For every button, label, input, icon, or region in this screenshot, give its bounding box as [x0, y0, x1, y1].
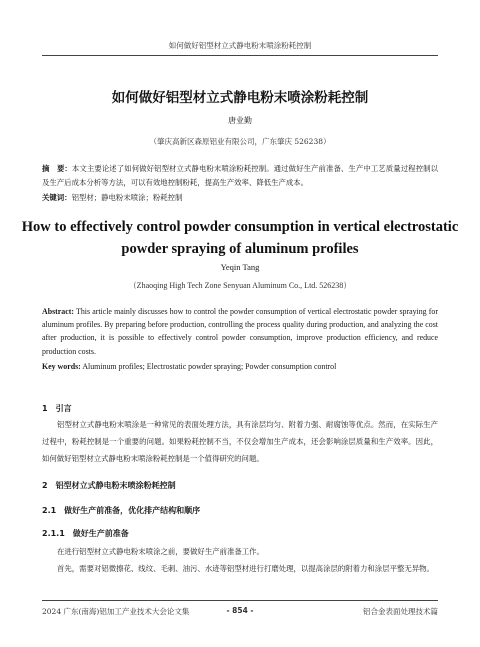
section-2-1-heading: 2.1 做好生产前准备，优化排产结构和顺序	[42, 506, 201, 515]
section-2-1-1-paragraph-1: 在进行铝型材立式静电粉末喷涂之前，要做好生产前准备工作。	[57, 547, 264, 556]
cn-abstract-text: 本文主要论述了如何做好铝型材立式静电粉末喷涂粉耗控制。通过做好生产前准备、生产中工艺质量过程控制以及生产后成本分析等方法，可以有效地控制粉耗，提高生产效率、降低生产成本。	[42, 164, 438, 187]
section-2-1-1-paragraph-2: 首先，需要对铝微擦花、线纹、毛刺、油污、水迹等铝型材进行打磨处理，以提高涂层的附着力和涂层平整无异物。	[57, 564, 434, 573]
cn-keywords	[42, 192, 438, 203]
header-rule	[42, 55, 438, 56]
en-author: Yeqin Tang	[220, 262, 260, 272]
footer-rule	[42, 600, 438, 601]
cn-keywords-label: 关键词：	[42, 193, 72, 202]
en-abstract	[42, 305, 438, 358]
section-2-1-1-heading: 2.1.1 做好生产前准备	[42, 529, 129, 538]
footer-section: 铝合金表面处理技术篇	[363, 607, 438, 616]
section-1-heading: 1 引言	[42, 404, 72, 413]
en-affiliation: （Zhaoqing High Tech Zone Senyuan Aluminum Co., Ltd. 526238）	[128, 281, 352, 290]
en-title: How to effectively control powder consumption in vertical electrostatic powder spraying of aluminum profiles	[21, 219, 459, 257]
footer-proceedings: 2024 广东(南海)铝加工产业技术大会论文集	[42, 607, 190, 616]
cn-affiliation: （肇庆高新区森原铝业有限公司，广东肇庆 526238）	[149, 137, 331, 146]
en-abstract-text: This article mainly discusses how to control the powder consumption of vertical electrostatic powder spraying for aluminum profiles. By preparing before production, controlling the process quality during production, and analyzing the cost after production, it is possible to effectively control powder consumption, improve production efficiency, and reduce production costs.	[42, 307, 438, 356]
cn-abstract-label: 摘 要：	[42, 164, 72, 173]
section-2-heading: 2 铝型材立式静电粉末喷涂粉耗控制	[42, 481, 176, 490]
section-1-paragraph: 铝型材立式静电粉末喷涂是一种常见的表面处理方法，具有涂层均匀、附着力强、耐腐蚀等优点。然而，在实际生产过程中，粉耗控制是一个重要的问题。如果粉耗控制不当，不仅会增加生产成本，还会影响涂层质量和生产效率。因此，如何做好铝型材立式静电粉末喷涂粉耗控制是一个值得研究的问题。	[42, 420, 438, 463]
en-abstract-label: Abstract:	[42, 307, 74, 316]
en-keywords-text: Aluminum profiles; Electrostatic powder spraying; Powder consumption control	[80, 362, 337, 371]
page-number: - 854 -	[226, 606, 254, 615]
en-keywords	[42, 362, 438, 371]
cn-abstract	[42, 162, 438, 190]
cn-title: 如何做好铝型材立式静电粉末喷涂粉耗控制	[111, 90, 369, 106]
cn-author: 唐业勤	[228, 116, 252, 125]
running-header: 如何做好铝型材立式静电粉末喷涂粉耗控制	[168, 41, 312, 50]
cn-keywords-text: 铝型材；静电粉末喷涂；粉耗控制	[71, 193, 183, 202]
en-keywords-label: Key words:	[42, 362, 81, 371]
